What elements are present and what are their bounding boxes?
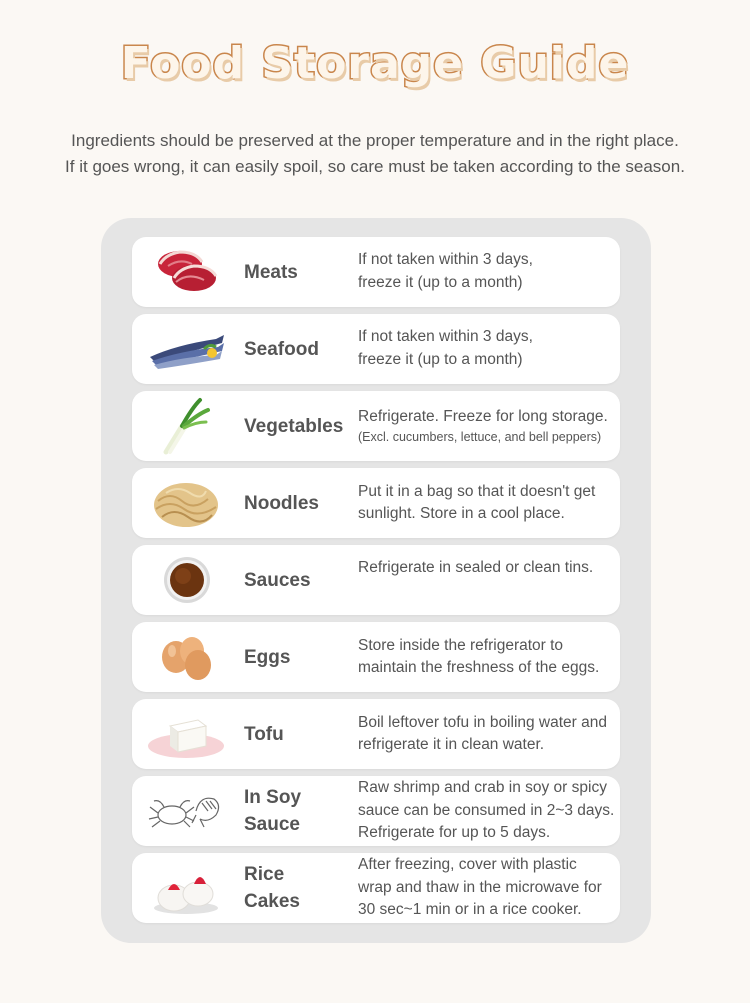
item-description	[358, 314, 616, 384]
item-description	[358, 545, 616, 615]
noodles-icon	[146, 473, 226, 533]
rice-cake-icon	[146, 858, 226, 918]
list-item-meats	[132, 237, 620, 307]
item-name: Meats	[244, 261, 298, 283]
intro-text	[30, 128, 720, 180]
name-line: Cakes	[244, 891, 300, 912]
page-title: Food Storage Guide	[120, 38, 630, 89]
item-description	[358, 237, 616, 307]
item-name: Tofu	[244, 723, 284, 745]
desc-line: wrap and thaw in the microwave for	[358, 878, 602, 896]
desc-line: Store inside the refrigerator to	[358, 636, 564, 654]
tofu-icon	[146, 704, 226, 764]
desc-line: Put it in a bag so that it doesn't get	[358, 482, 596, 500]
desc-line: Boil leftover tofu in boiling water and	[358, 713, 608, 731]
list-item-eggs	[132, 622, 620, 692]
item-description	[358, 776, 616, 846]
list-item-noodles	[132, 468, 620, 538]
desc-line: Raw shrimp and crab in soy or spicy	[358, 779, 607, 797]
list-item-rice-cakes	[132, 853, 620, 923]
list-item-in-soy-sauce	[132, 776, 620, 846]
sauce-bowl-icon	[146, 550, 226, 610]
name-line: Sauce	[244, 814, 300, 835]
desc-line: freeze it (up to a month)	[358, 273, 523, 291]
name-line: In Soy	[244, 787, 302, 808]
desc-line: Refrigerate. Freeze for long storage.	[358, 407, 608, 425]
intro-line-1: Ingredients should be preserved at the proper temperature and in the right place.	[71, 131, 679, 150]
item-name: Eggs	[244, 646, 291, 668]
item-name: Vegetables	[244, 415, 344, 437]
item-name: Seafood	[244, 338, 319, 360]
list-item-sauces	[132, 545, 620, 615]
shrimp-crab-icon	[146, 781, 226, 841]
list-item-vegetables	[132, 391, 620, 461]
item-name: Sauces	[244, 569, 311, 591]
desc-line: freeze it (up to a month)	[358, 350, 523, 368]
eggs-icon	[146, 627, 226, 687]
intro-line-2: If it goes wrong, it can easily spoil, so care must be taken according to the season.	[65, 157, 685, 176]
desc-line: If not taken within 3 days,	[358, 328, 533, 345]
desc-line: If not taken within 3 days,	[358, 251, 533, 268]
item-name	[244, 776, 364, 846]
desc-line: Refrigerate for up to 5 days.	[358, 824, 551, 842]
storage-guide-panel	[101, 218, 651, 943]
item-description	[358, 853, 616, 923]
desc-line: After freezing, cover with plastic	[358, 856, 577, 874]
desc-line: 30 sec~1 min or in a rice cooker.	[358, 901, 582, 919]
desc-line: sauce can be consumed in 2~3 days.	[358, 801, 615, 819]
item-name	[244, 853, 364, 923]
desc-line: refrigerate it in clean water.	[358, 736, 545, 753]
item-description	[358, 468, 616, 538]
meat-icon	[146, 242, 226, 302]
fish-icon	[146, 319, 226, 379]
desc-note: (Excl. cucumbers, lettuce, and bell peppers)	[358, 430, 602, 445]
desc-line: maintain the freshness of the eggs.	[358, 659, 600, 676]
item-description	[358, 622, 616, 692]
desc-line: Refrigerate in sealed or clean tins.	[358, 559, 594, 576]
item-description	[358, 699, 616, 769]
desc-line: sunlight. Store in a cool place.	[358, 505, 565, 522]
list-item-tofu	[132, 699, 620, 769]
item-description	[358, 391, 616, 461]
item-name: Noodles	[244, 492, 319, 514]
list-item-seafood	[132, 314, 620, 384]
green-onion-icon	[146, 396, 226, 456]
name-line: Rice	[244, 864, 285, 885]
